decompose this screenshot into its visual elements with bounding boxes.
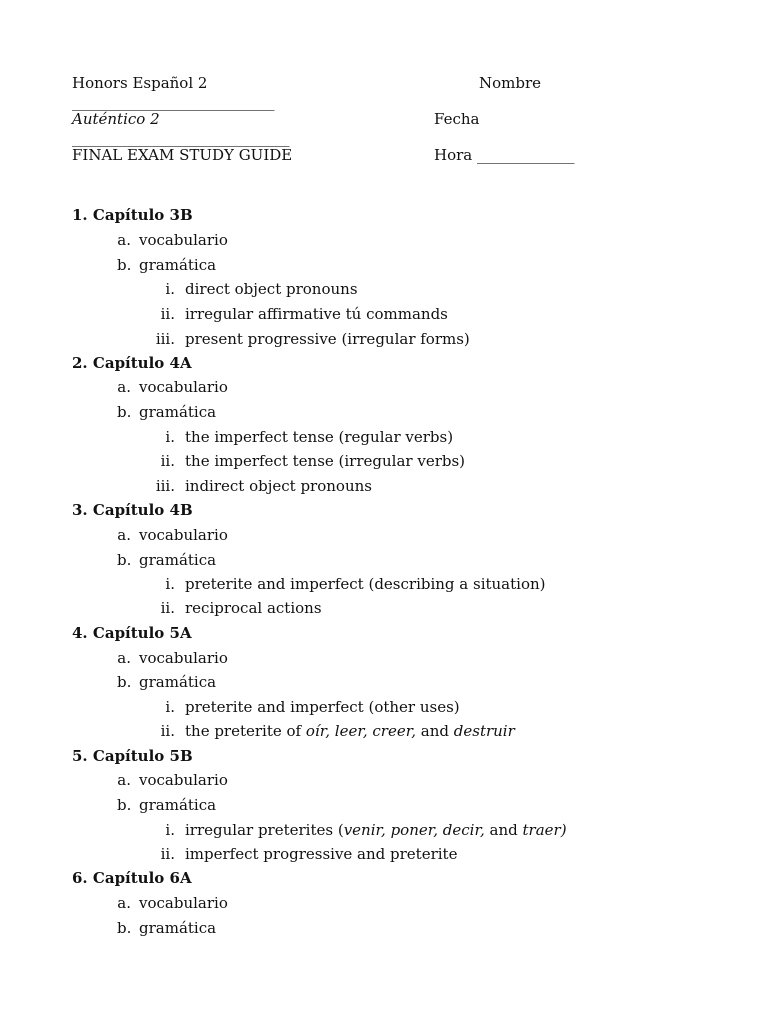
list-item <box>155 452 465 470</box>
list-text: gramática <box>139 403 217 421</box>
list-text-verbs: venir, poner, decir, <box>343 821 485 839</box>
chapter-number: 2. <box>72 354 88 372</box>
period-label: Hora <box>434 146 473 164</box>
list-text: gramática <box>139 256 217 274</box>
list-text: preterite and imperfect (other uses) <box>185 698 460 716</box>
list-marker: a. <box>117 378 131 396</box>
list-item <box>117 673 216 691</box>
list-text-verbs: oír, leer, creer, <box>305 722 417 740</box>
list-item <box>117 256 216 274</box>
chapter-title: Capítulo 4B <box>92 501 193 519</box>
list-text: vocabulario <box>139 649 228 667</box>
name-label: Nombre <box>479 74 542 92</box>
list-text: gramática <box>139 919 217 937</box>
list-text-verb: destruir <box>453 722 515 740</box>
chapter-title: Capítulo 4A <box>92 354 192 372</box>
period-field <box>434 146 575 164</box>
list-text: direct object pronouns <box>185 280 358 298</box>
list-text: preterite and imperfect (describing a situation) <box>185 575 546 593</box>
list-marker: ii. <box>160 599 175 617</box>
list-text: present progressive (irregular forms) <box>185 330 470 348</box>
chapter-number: 4. <box>72 624 88 642</box>
list-marker: i. <box>165 821 175 839</box>
list-item <box>155 821 567 839</box>
list-text: gramática <box>139 551 217 569</box>
list-marker: iii. <box>155 477 175 495</box>
list-marker: b. <box>117 403 132 421</box>
list-text: imperfect progressive and preterite <box>185 845 458 863</box>
chapter-number: 3. <box>72 501 88 519</box>
header-rule-1: ___________________________ <box>72 93 275 111</box>
list-marker: b. <box>117 256 132 274</box>
list-text: vocabulario <box>139 771 228 789</box>
list-text: gramática <box>139 796 217 814</box>
list-item <box>155 575 546 593</box>
list-marker: i. <box>165 280 175 298</box>
list-marker: a. <box>117 894 131 912</box>
list-text-verb: traer) <box>522 821 567 839</box>
list-item <box>117 403 216 421</box>
list-item <box>155 477 372 495</box>
list-marker: ii. <box>160 452 175 470</box>
list-item <box>155 845 457 863</box>
list-item <box>117 551 216 569</box>
list-item <box>117 378 228 396</box>
chapter-number: 1. <box>72 206 88 224</box>
list-text: irregular affirmative tú commands <box>185 305 448 323</box>
list-item <box>117 894 228 912</box>
list-item <box>155 428 453 446</box>
list-item <box>117 649 228 667</box>
chapter-heading <box>72 206 193 224</box>
list-marker: b. <box>117 796 132 814</box>
list-item <box>117 771 228 789</box>
list-marker: i. <box>165 575 175 593</box>
list-text: vocabulario <box>139 231 228 249</box>
date-label: Fecha <box>434 110 480 128</box>
list-item <box>155 599 322 617</box>
list-text: vocabulario <box>139 378 228 396</box>
list-marker: i. <box>165 428 175 446</box>
list-item <box>155 698 460 716</box>
list-item <box>155 305 448 323</box>
chapter-heading <box>72 501 193 519</box>
list-item <box>117 919 216 937</box>
list-text: indirect object pronouns <box>185 477 372 495</box>
document-title: FINAL EXAM STUDY GUIDE <box>72 146 293 164</box>
list-marker: b. <box>117 673 132 691</box>
list-item <box>117 231 228 249</box>
list-marker: ii. <box>160 845 175 863</box>
list-text-part: the preterite of <box>185 722 306 740</box>
course-title: Honors Español 2 <box>72 74 208 92</box>
list-item <box>117 796 216 814</box>
list-text: the imperfect tense (irregular verbs) <box>185 452 466 470</box>
list-item <box>155 330 470 348</box>
chapter-heading <box>72 747 193 765</box>
list-marker: i. <box>165 698 175 716</box>
chapter-title: Capítulo 5A <box>92 624 192 642</box>
list-marker: a. <box>117 526 131 544</box>
list-marker: a. <box>117 231 131 249</box>
chapter-heading <box>72 354 192 372</box>
list-marker: b. <box>117 919 132 937</box>
period-rule: _____________ <box>477 146 575 164</box>
chapter-heading <box>72 869 192 887</box>
chapter-title: Capítulo 6A <box>92 869 192 887</box>
list-text: vocabulario <box>139 526 228 544</box>
list-marker: ii. <box>160 722 175 740</box>
header-rule-2: _____________________________ <box>72 129 290 147</box>
list-marker: a. <box>117 649 131 667</box>
list-item <box>117 526 228 544</box>
list-text-part: and <box>416 722 454 740</box>
list-text: the imperfect tense (regular verbs) <box>185 428 454 446</box>
list-marker: iii. <box>155 330 175 348</box>
list-text-part: and <box>484 821 523 839</box>
list-marker: b. <box>117 551 132 569</box>
chapter-title: Capítulo 3B <box>92 206 193 224</box>
list-marker: a. <box>117 771 131 789</box>
chapter-title: Capítulo 5B <box>92 747 193 765</box>
chapter-number: 6. <box>72 869 88 887</box>
list-item <box>155 722 515 740</box>
list-text: reciprocal actions <box>185 599 322 617</box>
list-marker: ii. <box>160 305 175 323</box>
list-item <box>155 280 358 298</box>
chapter-heading <box>72 624 192 642</box>
list-text: vocabulario <box>139 894 228 912</box>
textbook-title: Auténtico 2 <box>72 110 160 128</box>
list-text: gramática <box>139 673 217 691</box>
chapter-number: 5. <box>72 747 88 765</box>
list-text-part: irregular preterites ( <box>185 821 344 839</box>
